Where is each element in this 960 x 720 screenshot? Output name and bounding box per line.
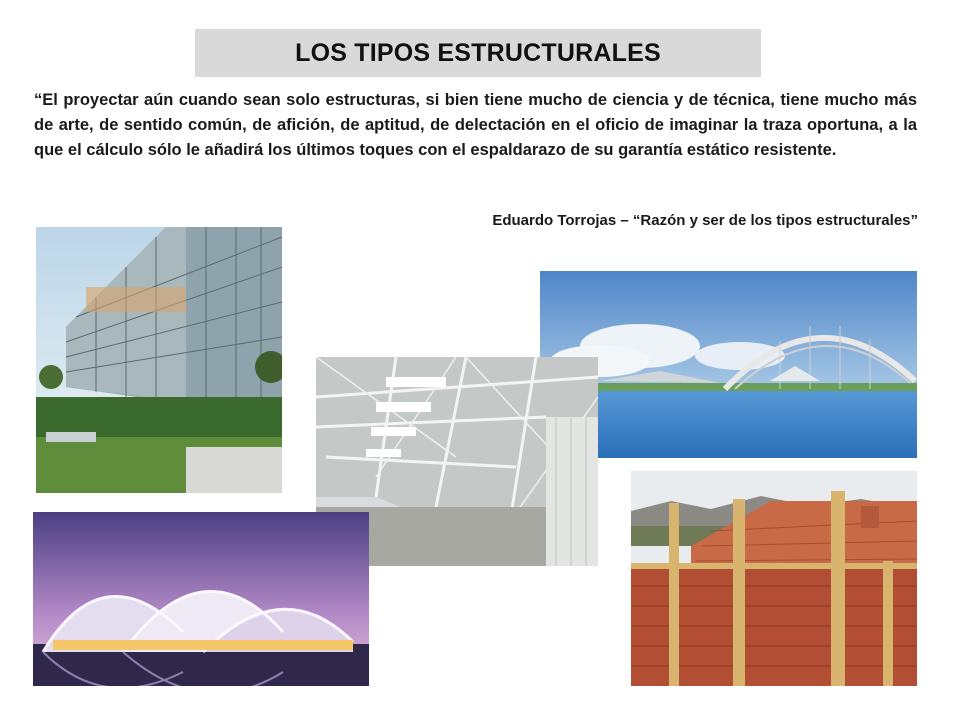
brick-house-construction-photo	[631, 471, 917, 686]
building-photo-icon	[36, 227, 282, 493]
glass-office-building-photo	[36, 227, 282, 493]
title-bar	[195, 29, 761, 77]
quote-text: “El proyectar aún cuando sean solo estructuras, si bien tiene mucho de ciencia y de técnica, tiene mucho más de arte, de sentido común, de afición, de aptitud, de delectación en el oficio de imaginar la traza oportuna, a la que el cálculo sólo le añadirá los últimos toques con el espaldarazo de su garantía estático resistente.	[34, 91, 917, 159]
slide-title: LOS TIPOS ESTRUCTURALES	[295, 38, 661, 67]
tent-photo-icon	[33, 512, 369, 686]
quote-attribution: Eduardo Torrojas – “Razón y ser de los tipos estructurales”	[492, 212, 918, 229]
construction-photo-icon	[631, 471, 917, 686]
membrane-arch-structure-photo	[33, 512, 369, 686]
